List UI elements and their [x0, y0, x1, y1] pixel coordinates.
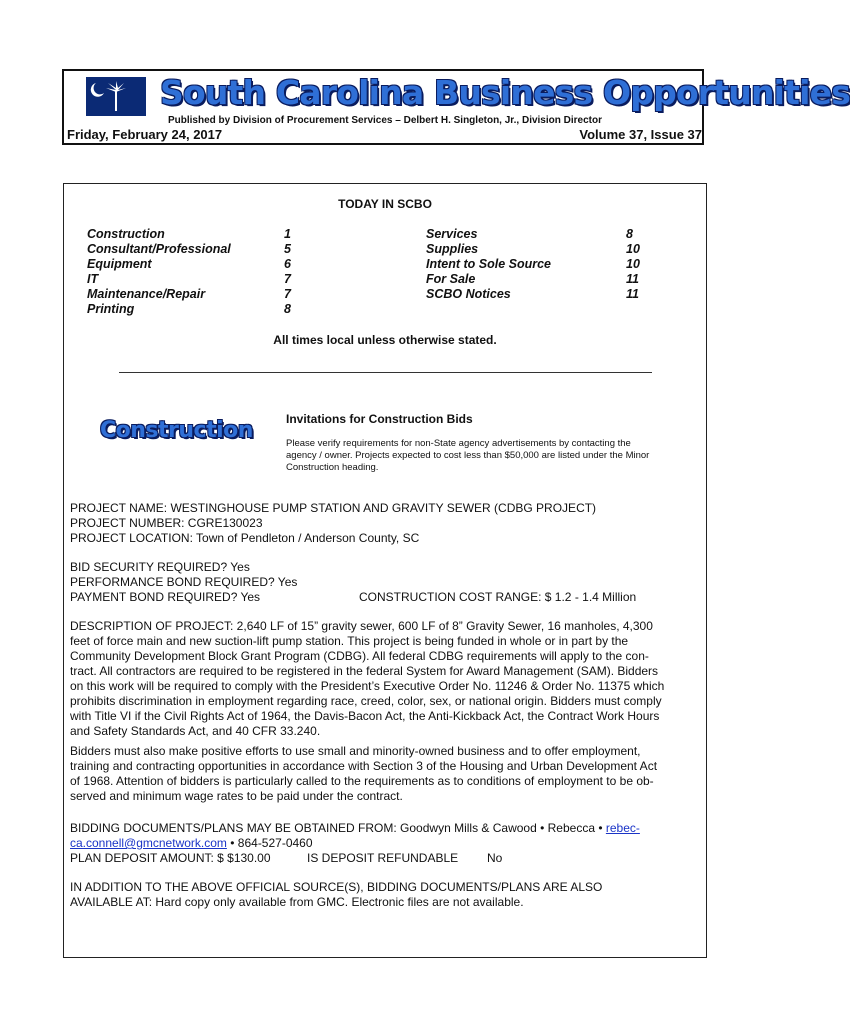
- toc-page: 7: [284, 272, 291, 286]
- toc-link-supplies[interactable]: Supplies: [426, 242, 479, 256]
- toc-link-maintenance[interactable]: Maintenance/Repair: [87, 287, 206, 301]
- performance-bond: PERFORMANCE BOND REQUIRED? Yes: [70, 575, 298, 589]
- description-line: prohibits discrimination in employment regarding race, creed, color, sex, or national origin. Bidders must comply: [70, 694, 662, 708]
- toc-link-for-sale[interactable]: For Sale: [426, 272, 476, 286]
- publication-title: South Carolina Business Opportunities: [160, 73, 850, 112]
- bidders-line: Bidders must also make positive efforts to use small and minority-owned business and to offer employment,: [70, 744, 641, 758]
- plan-deposit: PLAN DEPOSIT AMOUNT: $ $130.00: [70, 851, 271, 865]
- published-by: Published by Division of Procurement Services – Delbert H. Singleton, Jr., Division Director: [167, 115, 602, 126]
- contact-email-link[interactable]: rebec-: [605, 821, 640, 835]
- toc-link-scbo-notices[interactable]: SCBO Notices: [426, 287, 511, 301]
- contact-email-link[interactable]: ca.connell@gmcnetwork.com: [70, 836, 227, 850]
- project-name: PROJECT NAME: WESTINGHOUSE PUMP STATION AND GRAVITY SEWER (CDBG PROJECT): [70, 501, 597, 515]
- toc-left-pages: [284, 227, 291, 317]
- description-line: tract. All contractors are required to be registered in the federal System for Award Management (SAM). Bidders: [70, 664, 659, 678]
- toc-page: 1: [284, 227, 291, 241]
- contact-phone: • 864-527-0460: [226, 836, 313, 850]
- bid-security: BID SECURITY REQUIRED? Yes: [70, 560, 250, 574]
- bidders-line: served and minimum wage rates to be paid under the contract.: [70, 789, 403, 803]
- today-heading: TODAY IN SCBO: [338, 197, 432, 211]
- description-line: and Safety Standards Act, and 40 CFR 33.240.: [70, 724, 321, 738]
- toc-link-construction[interactable]: Construction: [87, 227, 165, 241]
- toc-page: 10: [626, 257, 640, 271]
- deposit-row: [70, 851, 700, 866]
- project-location: PROJECT LOCATION: Town of Pendleton / Anderson County, SC: [70, 531, 420, 545]
- toc-right-labels: [426, 227, 551, 302]
- toc-link-it[interactable]: IT: [87, 272, 99, 286]
- toc-link-printing[interactable]: Printing: [87, 302, 135, 316]
- toc-page: 11: [626, 287, 639, 301]
- description-line: Community Development Block Grant Program (CDBG). All federal CDBG requirements will apply to the con-: [70, 649, 649, 663]
- bidders-paragraph: [70, 744, 700, 804]
- toc-page: 11: [626, 272, 639, 286]
- cost-range: CONSTRUCTION COST RANGE: $ 1.2 - 1.4 Million: [359, 590, 637, 604]
- payment-bond-row: [70, 590, 700, 605]
- section-divider: [119, 372, 652, 373]
- toc-page: 7: [284, 287, 291, 301]
- deposit-refundable-label: IS DEPOSIT REFUNDABLE: [307, 851, 459, 865]
- bidders-line: of 1968. Attention of bidders is particularly called to the requirements as to conditions of employment to be ob-: [70, 774, 654, 788]
- toc-link-sole-source[interactable]: Intent to Sole Source: [426, 257, 552, 271]
- also-available: [70, 880, 700, 910]
- construction-section-banner: Construction: [100, 418, 253, 443]
- project-description: [70, 619, 700, 739]
- toc-left-labels: [87, 227, 231, 317]
- bidders-line: training and contracting opportunities in accordance with Section 3 of the Housing and Urban Development Act: [70, 759, 658, 773]
- project-identity: [70, 501, 700, 546]
- invitations-note: Please verify requirements for non-State agency advertisements by contacting the agency / owner. Projects expected to cost less than $50,000 are listed under the Minor Construction heading.: [286, 438, 650, 473]
- issue-date: Friday, February 24, 2017: [67, 127, 223, 142]
- description-line: DESCRIPTION OF PROJECT: 2,640 LF of 15” gravity sewer, 600 LF of 8” Gravity Sewer, 16 manholes, 4,300: [70, 619, 653, 633]
- toc-page: 10: [626, 242, 640, 256]
- payment-bond: PAYMENT BOND REQUIRED? Yes: [70, 590, 261, 604]
- toc-link-consultant[interactable]: Consultant/Professional: [87, 242, 231, 256]
- docs-line-1: [70, 821, 700, 836]
- docs-line-2: [70, 836, 700, 851]
- description-line: with Title VI if the Civil Rights Act of 1964, the Davis-Bacon Act, the Anti-Kickback Act, the Contract Work Hours: [70, 709, 660, 723]
- times-note: All times local unless otherwise stated.: [273, 333, 497, 347]
- deposit-refundable-value: No: [487, 851, 503, 865]
- toc-page: 8: [626, 227, 633, 241]
- also-available-line: IN ADDITION TO THE ABOVE OFFICIAL SOURCE(S), BIDDING DOCUMENTS/PLANS ARE ALSO: [70, 880, 603, 894]
- toc-link-equipment[interactable]: Equipment: [87, 257, 152, 271]
- toc-link-services[interactable]: Services: [426, 227, 478, 241]
- toc-page: 8: [284, 302, 291, 316]
- toc-page: 6: [284, 257, 291, 271]
- description-line: feet of force main and new suction-lift pump station. This project is being funded in whole or in part by the: [70, 634, 629, 648]
- description-line: on this work will be required to comply with the President’s Executive Order No. 11246 & Order No. 11375 which: [70, 679, 665, 693]
- docs-source: BIDDING DOCUMENTS/PLANS MAY BE OBTAINED FROM: Goodwyn Mills & Cawood • Rebecca •: [70, 821, 606, 835]
- toc-right-pages: [626, 227, 640, 302]
- issue-volume: Volume 37, Issue 37: [579, 127, 702, 142]
- also-available-line: AVAILABLE AT: Hard copy only available from GMC. Electronic files are not available.: [70, 895, 524, 909]
- project-number: PROJECT NUMBER: CGRE130023: [70, 516, 263, 530]
- toc-page: 5: [284, 242, 291, 256]
- palmetto-flag-icon: [86, 77, 146, 116]
- invitations-heading: Invitations for Construction Bids: [286, 412, 473, 426]
- bond-requirements: [70, 560, 700, 605]
- bidding-documents: [70, 821, 700, 866]
